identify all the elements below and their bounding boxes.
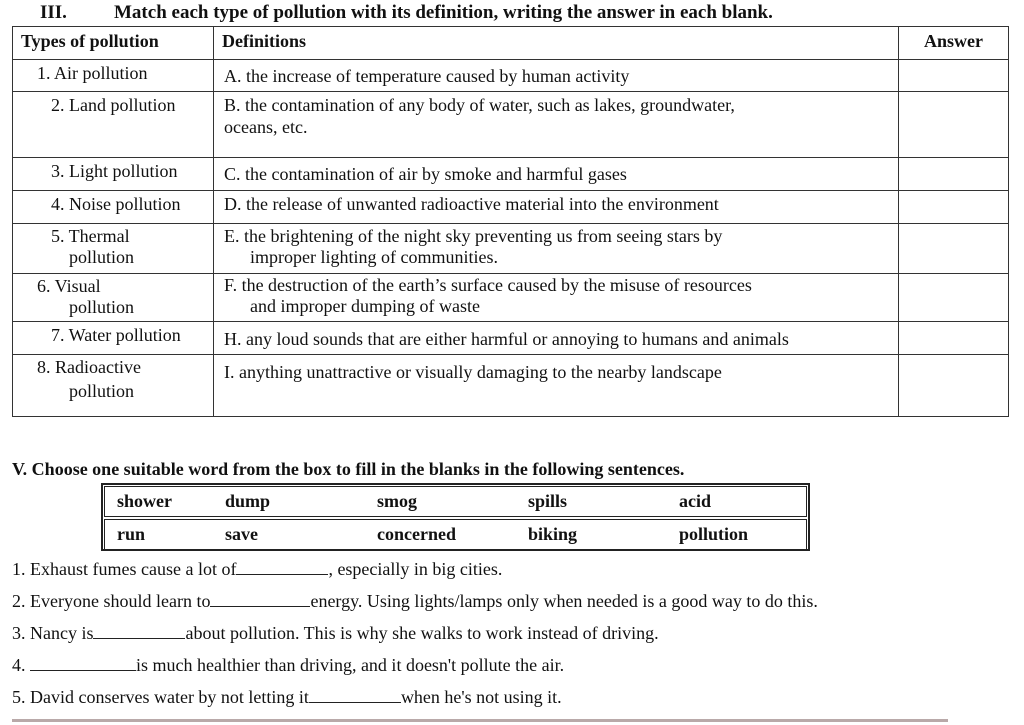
answer-cell[interactable] <box>899 60 1009 92</box>
header-answer: Answer <box>899 27 1009 60</box>
definition-text: H. any loud sounds that are either harmful or annoying to humans and animals <box>224 329 789 349</box>
table-row <box>13 60 1009 92</box>
section-3-number: III. <box>40 2 67 23</box>
definition-cell <box>214 322 899 355</box>
table-row <box>13 92 1009 158</box>
type-line: 3. Light pollution <box>51 161 178 181</box>
sentence-before: 3. Nancy is <box>12 623 94 643</box>
type-cell <box>13 355 214 417</box>
sentence-item <box>12 590 818 612</box>
definition-text: I. anything unattractive or visually damaging to the nearby landscape <box>224 362 722 382</box>
answer-blank[interactable] <box>30 654 136 671</box>
answer-blank[interactable] <box>210 590 310 607</box>
answer-cell[interactable] <box>899 92 1009 158</box>
type-cell <box>13 224 214 274</box>
answer-cell[interactable] <box>899 274 1009 322</box>
definition-cell <box>214 274 899 322</box>
answer-blank[interactable] <box>93 622 185 639</box>
word-box-word: dump <box>225 491 271 511</box>
sentence-after: , especially in big cities. <box>328 559 503 579</box>
type-line-continued: pollution <box>69 297 135 317</box>
definition-text: D. the release of unwanted radioactive material into the environment <box>224 194 719 214</box>
type-line-continued: pollution <box>69 247 135 267</box>
word-box-word: save <box>225 524 258 544</box>
definition-cell <box>214 355 899 417</box>
type-line: 2. Land pollution <box>51 95 176 115</box>
word-box-word: acid <box>679 491 712 511</box>
word-box-word: shower <box>117 491 172 511</box>
definition-text-continued: improper lighting of communities. <box>250 247 498 267</box>
type-line: 6. Visual <box>37 276 101 296</box>
sentence-before: 2. Everyone should learn to <box>12 591 211 611</box>
table-row <box>13 322 1009 355</box>
definition-text-continued: and improper dumping of waste <box>250 296 480 316</box>
type-cell <box>13 322 214 355</box>
table-row <box>13 158 1009 191</box>
sentence-before: 1. Exhaust fumes cause a lot of <box>12 559 237 579</box>
word-box-word: smog <box>377 491 417 511</box>
type-line: 7. Water pollution <box>51 325 181 345</box>
type-cell <box>13 92 214 158</box>
answer-cell[interactable] <box>899 158 1009 191</box>
sentence-before: 5. David conserves water by not letting it <box>12 687 309 707</box>
type-cell <box>13 191 214 224</box>
matching-table <box>12 26 1009 417</box>
section-3-heading <box>40 2 773 24</box>
table-row <box>13 191 1009 224</box>
definition-text-continued: oceans, etc. <box>224 117 308 137</box>
answer-cell[interactable] <box>899 355 1009 417</box>
type-cell <box>13 60 214 92</box>
word-box-word: run <box>117 524 146 544</box>
definition-text: B. the contamination of any body of water, such as lakes, groundwater, <box>224 95 735 115</box>
definition-text: F. the destruction of the earth’s surface caused by the misuse of resources <box>224 275 752 295</box>
sentence-after: energy. Using lights/lamps only when needed is a good way to do this. <box>310 591 818 611</box>
answer-cell[interactable] <box>899 322 1009 355</box>
definition-cell <box>214 60 899 92</box>
sentence-after: about pollution. This is why she walks to work instead of driving. <box>185 623 659 643</box>
type-line: 4. Noise pollution <box>51 194 181 214</box>
type-line-continued: pollution <box>69 381 135 401</box>
word-box-row <box>104 486 807 517</box>
sentence-after: is much healthier than driving, and it doesn't pollute the air. <box>136 655 565 675</box>
word-box-word: biking <box>528 524 578 544</box>
type-line: 8. Radioactive <box>37 357 141 377</box>
page-bottom-divider <box>12 719 948 722</box>
definition-cell <box>214 158 899 191</box>
sentence-item <box>12 622 659 644</box>
word-box-word: pollution <box>679 524 749 544</box>
word-box-word: spills <box>528 491 568 511</box>
answer-blank[interactable] <box>236 558 328 575</box>
definition-text: E. the brightening of the night sky preventing us from seeing stars by <box>224 226 723 246</box>
table-header-row <box>13 27 1009 60</box>
word-box-word: concerned <box>377 524 456 544</box>
sentence-item <box>12 558 502 580</box>
definition-cell <box>214 92 899 158</box>
table-row <box>13 224 1009 274</box>
sentence-item <box>12 654 564 676</box>
type-cell <box>13 158 214 191</box>
definition-text: A. the increase of temperature caused by human activity <box>224 66 630 86</box>
answer-cell[interactable] <box>899 224 1009 274</box>
section-3-instruction: Match each type of pollution with its definition, writing the answer in each blank. <box>114 2 773 23</box>
answer-blank[interactable] <box>309 686 401 703</box>
word-box-row <box>104 519 807 550</box>
sentence-before: 4. <box>12 655 30 675</box>
section-5-instruction: V. Choose one suitable word from the box to fill in the blanks in the following sentences. <box>12 459 685 479</box>
definition-text: C. the contamination of air by smoke and harmful gases <box>224 164 627 184</box>
type-cell <box>13 274 214 322</box>
header-types: Types of pollution <box>13 27 214 60</box>
type-line: 1. Air pollution <box>37 63 148 83</box>
header-definitions: Definitions <box>214 27 899 60</box>
sentence-after: when he's not using it. <box>400 687 562 707</box>
definition-cell <box>214 191 899 224</box>
sentence-item <box>12 686 562 708</box>
word-box <box>101 483 810 551</box>
definition-cell <box>214 224 899 274</box>
type-line: 5. Thermal <box>51 226 130 246</box>
table-row <box>13 274 1009 322</box>
table-row <box>13 355 1009 417</box>
answer-cell[interactable] <box>899 191 1009 224</box>
